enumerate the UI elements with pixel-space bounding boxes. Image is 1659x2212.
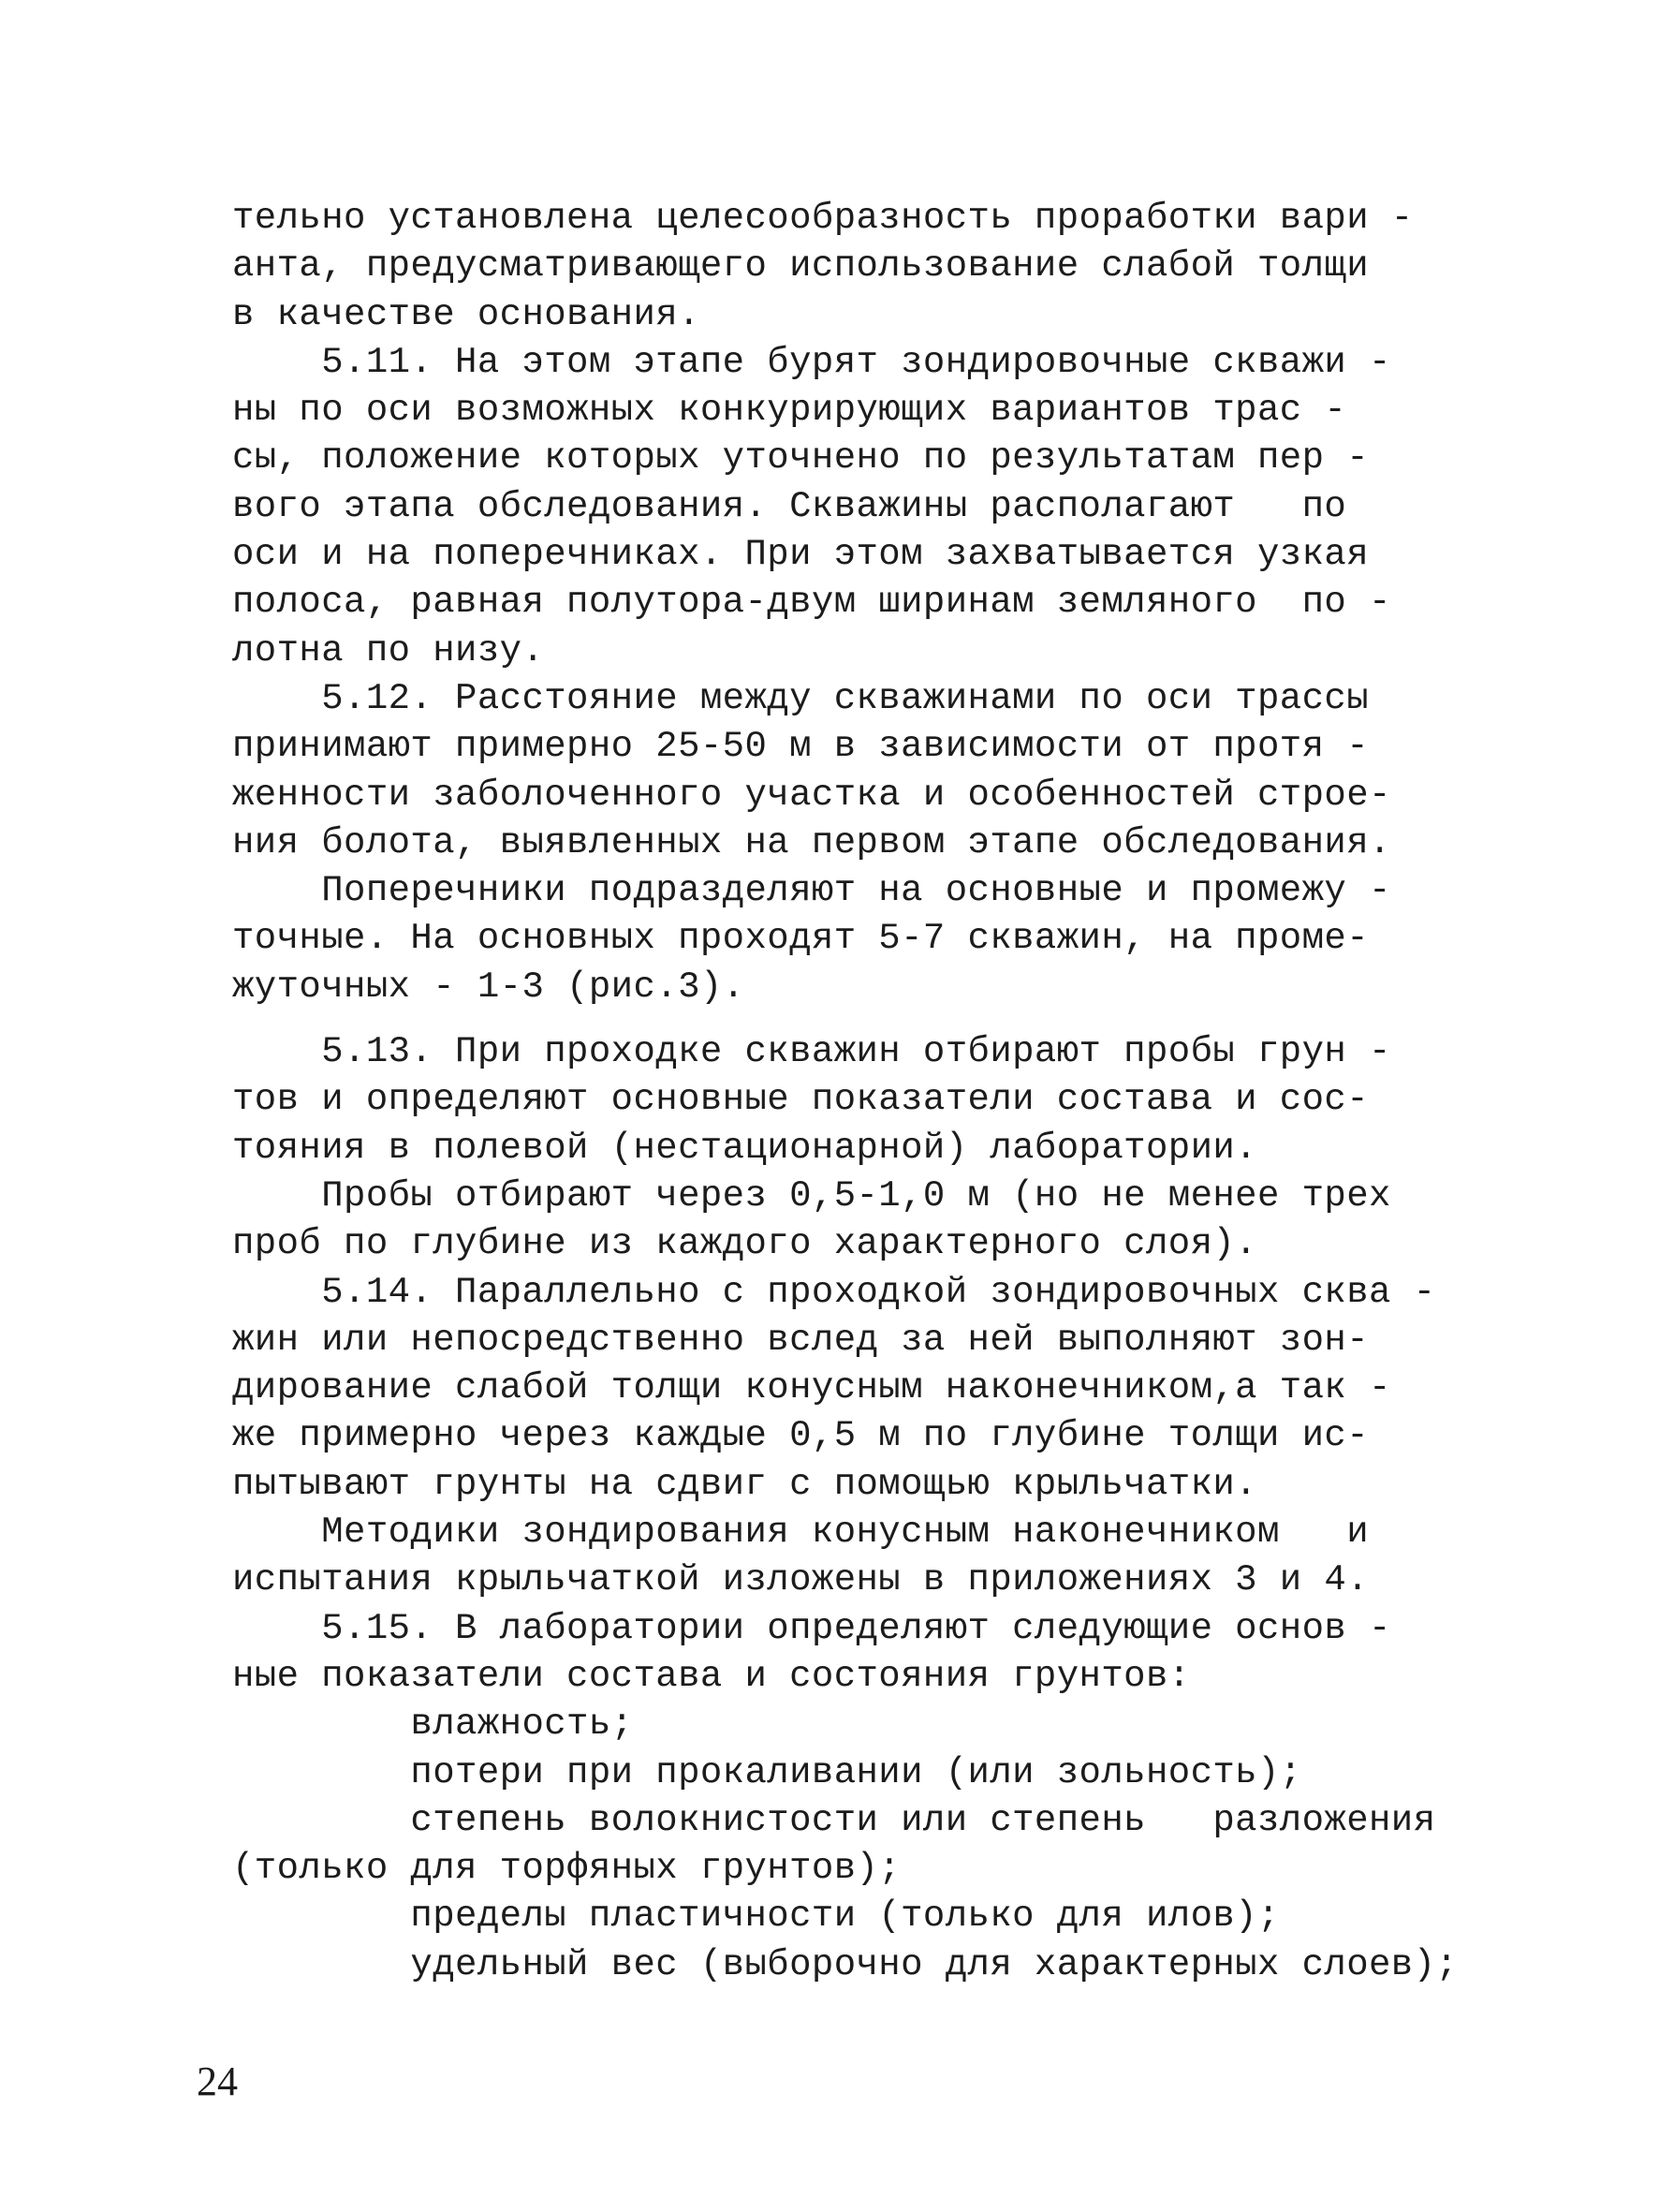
text-line: степень волокнистости или степень разложения	[232, 1799, 1436, 1841]
text-line: ные показатели состава и состояния грунтов:	[232, 1655, 1191, 1697]
text-line: женности заболоченного участка и особенностей строе-	[232, 774, 1391, 816]
text-line: принимают примерно 25-50 м в зависимости от протя -	[232, 726, 1369, 768]
text-line: ны по оси возможных конкурирующих вариантов трас -	[232, 390, 1347, 432]
text-line: пытывают грунты на сдвиг с помощью крыльчатки.	[232, 1463, 1257, 1505]
text-line: оси и на поперечниках. При этом захватывается узкая	[232, 534, 1369, 576]
text-line: влажность;	[232, 1703, 634, 1746]
text-line: испытания крыльчаткой изложены в приложениях 3 и 4.	[232, 1559, 1369, 1601]
text-line: лотна по низу.	[232, 629, 545, 671]
text-line: сы, положение которых уточнено по результатам пер -	[232, 437, 1369, 479]
text-line: тов и определяют основные показатели состава и сос-	[232, 1079, 1369, 1121]
text-line: дирование слабой толщи конусным наконечником,а так -	[232, 1367, 1391, 1409]
text-line: удельный вес (выборочно для характерных слоев);	[232, 1943, 1459, 1985]
text-line: 5.14. Параллельно с проходкой зондировочных сква -	[232, 1271, 1436, 1313]
text-line: же примерно через каждые 0,5 м по глубине толщи ис-	[232, 1415, 1369, 1457]
text-line: Поперечники подразделяют на основные и промежу -	[232, 870, 1391, 912]
text-line: жин или непосредственно вслед за ней выполняют зон-	[232, 1319, 1369, 1361]
text-line: тельно установлена целесообразность проработки вари -	[232, 198, 1414, 239]
text-line: в качестве основания.	[232, 293, 700, 335]
page-number: 24	[197, 2058, 238, 2104]
text-line: ния болота, выявленных на первом этапе обследования.	[232, 821, 1391, 863]
text-line: вого этапа обследования. Скважины располагают по	[232, 485, 1347, 527]
text-line: 5.11. На этом этапе бурят зондировочные скважи -	[232, 341, 1391, 383]
text-line: Пробы отбирают через 0,5-1,0 м (но не менее трех	[232, 1174, 1391, 1217]
text-line: 5.13. При проходке скважин отбирают пробы грун -	[232, 1031, 1391, 1073]
text-line: потери при прокаливании (или зольность);	[232, 1751, 1302, 1793]
text-line: точные. На основных проходят 5-7 скважин, на проме-	[232, 918, 1369, 960]
text-line: Методики зондирования конусным наконечником и	[232, 1512, 1369, 1554]
text-line: (только для торфяных грунтов);	[232, 1848, 902, 1890]
text-line: полоса, равная полутора-двум ширинам земляного по -	[232, 582, 1391, 624]
text-line: анта, предусматривающего использование слабой толщи	[232, 245, 1369, 288]
body-text	[232, 195, 1477, 1989]
text-line: проб по глубине из каждого характерного слоя).	[232, 1223, 1257, 1265]
text-line: тояния в полевой (нестационарной) лаборатории.	[232, 1127, 1257, 1169]
text-line: 5.12. Расстояние между скважинами по оси трассы	[232, 677, 1369, 719]
text-line: 5.15. В лаборатории определяют следующие основ -	[232, 1607, 1391, 1649]
text-line: жуточных - 1-3 (рис.3).	[232, 966, 745, 1008]
text-line: пределы пластичности (только для илов);	[232, 1895, 1280, 1938]
